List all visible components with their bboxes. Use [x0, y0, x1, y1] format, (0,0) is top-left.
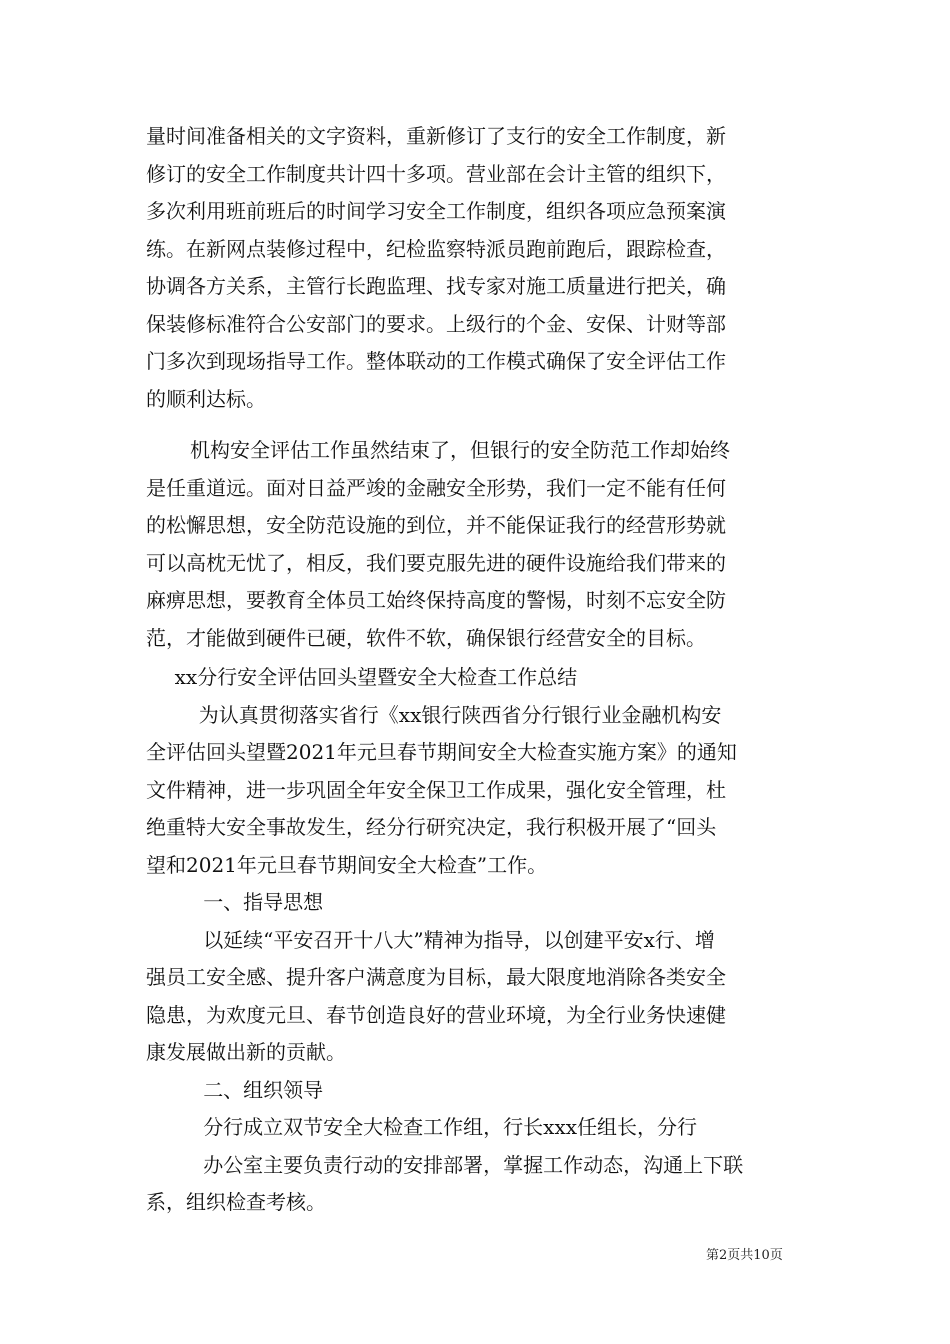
text-line: 全评估回头望暨2021年元旦春节期间安全大检查实施方案》的通知: [146, 740, 737, 764]
text-line: 以延续“平安召开十八大”精神为指导，以创建平安x行、增: [203, 927, 715, 952]
text-line: 协调各方关系，主管行长跑监理、找专家对施工质量进行把关，确: [146, 274, 726, 298]
text-line: xx分行安全评估回头望暨安全大检查工作总结: [174, 665, 578, 689]
text-line: 分行成立双节安全大检查工作组，行长xxx任组长，分行: [203, 1115, 698, 1139]
text-line: 强员工安全感、提升客户满意度为目标，最大限度地消除各类安全: [146, 965, 726, 989]
text-line: 一、指导思想: [203, 890, 324, 914]
text-line: 多次利用班前班后的时间学习安全工作制度，组织各项应急预案演: [146, 199, 726, 223]
text-line: 麻痹思想，要教育全体员工始终保持高度的警惕，时刻不忘安全防: [146, 588, 726, 612]
text-line: 练。在新网点装修过程中，纪检监察特派员跑前跑后，跟踪检查，: [146, 236, 726, 261]
text-line: 康发展做出新的贡献。: [146, 1040, 346, 1064]
text-line: 望和2021年元旦春节期间安全大检查”工作。: [146, 852, 548, 877]
text-line: 为认真贯彻落实省行《xx银行陕西省分行银行业金融机构安: [198, 702, 722, 727]
text-line: 隐患，为欢度元旦、春节创造良好的营业环境，为全行业务快速健: [146, 1002, 726, 1027]
document-body: [146, 118, 812, 1222]
text-line: 绝重特大安全事故发生，经分行研究决定，我行积极开展了“回头: [146, 815, 717, 839]
text-line: 的松懈思想，安全防范设施的到位，并不能保证我行的经营形势就: [146, 513, 726, 537]
page-number-footer: 第2页共10页: [706, 1248, 783, 1263]
text-line: 保装修标准符合公安部门的要求。上级行的个金、安保、计财等部: [146, 311, 726, 336]
paragraph-spacer: [146, 418, 812, 432]
text-line: 系，组织检查考核。: [146, 1190, 326, 1214]
text-line: 范，才能做到硬件已硬，软件不软，确保银行经营安全的目标。: [146, 625, 706, 650]
text-line: 的顺利达标。: [146, 386, 266, 411]
text-line: 是任重道远。面对日益严竣的金融安全形势，我们一定不能有任何: [146, 475, 726, 500]
text-line: 量时间准备相关的文字资料，重新修订了支行的安全工作制度，新: [146, 124, 726, 148]
text-line: 二、组织领导: [203, 1077, 324, 1102]
text-line: 机构安全评估工作虽然结束了，但银行的安全防范工作却始终: [190, 438, 730, 462]
text-line: 修订的安全工作制度共计四十多项。营业部在会计主管的组织下，: [146, 161, 726, 186]
text-line: 办公室主要负责行动的安排部署，掌握工作动态，沟通上下联: [203, 1152, 744, 1177]
text-line: 可以高枕无忧了，相反，我们要克服先进的硬件设施给我们带来的: [146, 550, 726, 575]
text-line: 文件精神，进一步巩固全年安全保卫工作成果，强化安全管理，杜: [146, 777, 726, 802]
text-line: 门多次到现场指导工作。整体联动的工作模式确保了安全评估工作: [146, 349, 726, 373]
